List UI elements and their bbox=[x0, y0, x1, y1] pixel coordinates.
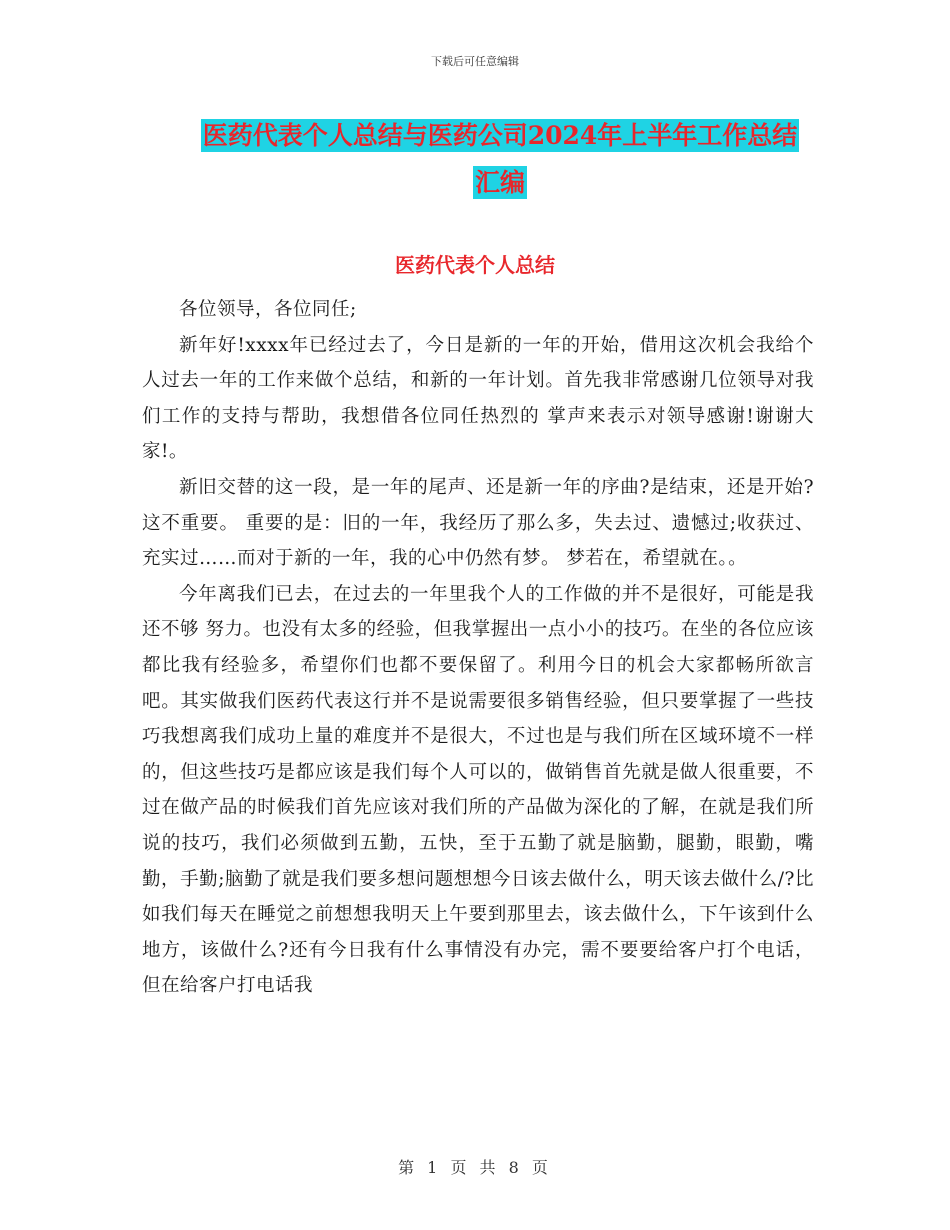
document-title bbox=[140, 112, 860, 206]
paragraph-greeting: 各位领导，各位同任; bbox=[179, 299, 357, 320]
header-note: 下载后可任意编辑 bbox=[431, 55, 519, 68]
paragraph-new-year: 新年好!xxxx年已经过去了，今日是新的一年的开始，借用这次机会我给个人过去一年的工作来做个总结，和新的一年计划。首先我非常感谢几位领导对我们工作的支持与帮助，我想借各位同任热烈的 掌声来表示对领导感谢!谢谢大家!。 bbox=[142, 334, 814, 463]
document-title-line2: 汇编 bbox=[474, 168, 525, 197]
document-title-line1: 医药代表个人总结与医药公司2024年上半年工作总结 bbox=[202, 121, 798, 150]
body-text bbox=[142, 292, 814, 1004]
page-number-footer: 第 1 页 共 8 页 bbox=[398, 1158, 552, 1177]
section-title: 医药代表个人总结 bbox=[395, 253, 555, 277]
paragraph-transition: 新旧交替的这一段，是一年的尾声、还是新一年的序曲?是结束，还是开始? 这不重要。 重要的是：旧的一年，我经历了那么多，失去过、遗憾过;收获过、充实过……而对于新的一年，我的心中仍然有梦。 梦若在，希望就在。。 bbox=[142, 476, 814, 570]
paragraph-work-review: 今年离我们已去，在过去的一年里我个人的工作做的并不是很好，可能是我还不够 努力。也没有太多的经验，但我掌握出一点小小的技巧。在坐的各位应该都比我有经验多，希望你们也都不要保留了。利用今日的机会大家都畅所欲言吧。其实做我们医药代表这行并不是说需要很多销售经验，但只要掌握了一些技巧我想离我们成功上量的难度并不是很大，不过也是与我们所在区域环境不一样的，但这些技巧是都应该是我们每个人可以的，做销售首先就是做人很重要，不过在做产品的时候我们首先应该对我们所的产品做为深化的了解，在就是我们所说的技巧，我们必须做到五勤，五快，至于五勤了就是脑勤，腿勤，眼勤，嘴勤，手勤;脑勤了就是我们要多想问题想想今日该去做什么，明天该去做什么/?比如我们每天在睡觉之前想想我明天上午要到那里去，该去做什么，下午该到什么地方，该做什么?还有今日我有什么事情没有办完，需不要要给客户打个电话，但在给客户打电话我 bbox=[142, 583, 814, 997]
